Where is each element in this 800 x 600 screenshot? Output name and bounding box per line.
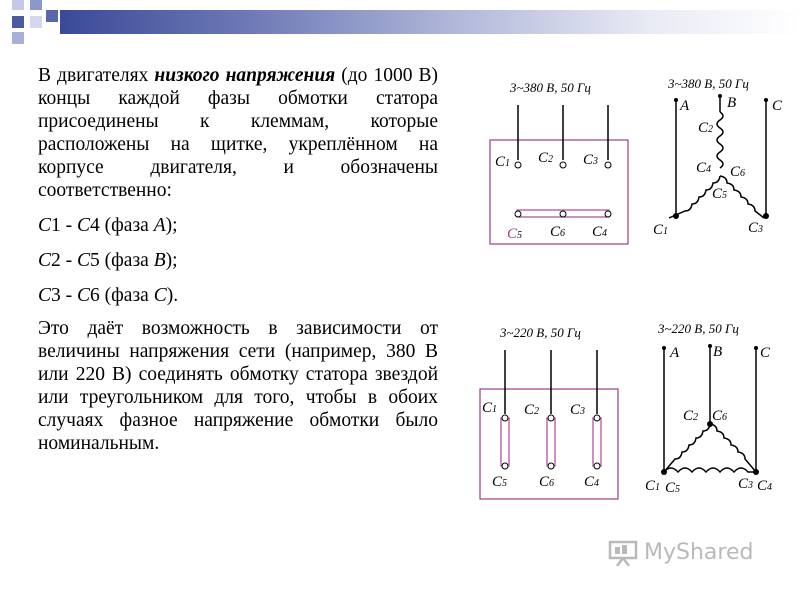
svg-text:A: A bbox=[670, 345, 680, 361]
svg-text:C: C bbox=[772, 98, 783, 114]
svg-text:C3: C3 bbox=[738, 476, 754, 492]
svg-text:C1: C1 bbox=[645, 478, 661, 494]
svg-text:C2: C2 bbox=[524, 402, 540, 418]
svg-text:C4: C4 bbox=[584, 474, 600, 490]
svg-text:C3: C3 bbox=[583, 152, 599, 168]
svg-text:C2: C2 bbox=[683, 408, 699, 424]
svg-text:B: B bbox=[727, 95, 737, 111]
svg-text:C4: C4 bbox=[696, 160, 712, 176]
svg-text:3~220 В, 50 Гц: 3~220 В, 50 Гц bbox=[658, 321, 739, 336]
delta-jumper-1 bbox=[501, 418, 509, 466]
intro-emphasis: низкого напряжения bbox=[154, 65, 336, 86]
svg-text:C2: C2 bbox=[698, 120, 714, 136]
terminal-c3 bbox=[605, 162, 611, 168]
intro-text: В двигателях bbox=[38, 65, 155, 86]
svg-text:C6: C6 bbox=[712, 408, 728, 424]
svg-text:C2: C2 bbox=[538, 150, 554, 166]
svg-text:C5: C5 bbox=[492, 474, 508, 490]
delta-jumper-2 bbox=[547, 418, 555, 466]
svg-text:C6: C6 bbox=[539, 474, 555, 490]
presentation-board-icon bbox=[608, 540, 638, 566]
svg-text:3~220 В, 50 Гц: 3~220 В, 50 Гц bbox=[500, 325, 581, 340]
svg-text:C5: C5 bbox=[665, 480, 681, 496]
terminal-box-star bbox=[490, 80, 628, 244]
svg-text:C6: C6 bbox=[730, 164, 746, 180]
pair-line-2: С2 - С5 (фаза В); bbox=[38, 250, 178, 271]
svg-text:C3: C3 bbox=[748, 220, 764, 236]
svg-text:C: C bbox=[760, 345, 771, 361]
svg-text:C1: C1 bbox=[482, 400, 498, 416]
svg-text:C1: C1 bbox=[653, 222, 669, 238]
supply-label-380-box: 3~380 В, 50 Гц bbox=[510, 80, 591, 95]
pair-line-3: С3 - С6 (фаза С). bbox=[38, 285, 179, 306]
svg-text:B: B bbox=[713, 344, 723, 360]
explanation-paragraph: Это даёт возможность в зависимости от величины напряжения сети (например, 380 В или 220 В) соединять обмотку статора звездой или треугольником для того, чтобы в обоих случаях фазное напряжение обмотки было номинальным. bbox=[38, 318, 438, 454]
terminal-c2 bbox=[560, 162, 566, 168]
star-schematic bbox=[653, 76, 783, 238]
watermark-text: MyShared bbox=[644, 540, 754, 565]
svg-text:A: A bbox=[680, 98, 690, 114]
intro-text-rest: (до 1000 В) концы каждой фазы обмотки статора присоединены к клеммам, которые расположены на щитке, укреплённом на корпусе двигателя, и обозначены соответственно: bbox=[38, 65, 438, 201]
svg-text:C4: C4 bbox=[757, 478, 773, 494]
svg-text:C5: C5 bbox=[712, 186, 728, 202]
svg-text:C5: C5 bbox=[507, 226, 523, 242]
terminal-box-delta bbox=[480, 325, 618, 499]
terminal-c1 bbox=[515, 162, 521, 168]
svg-text:C1: C1 bbox=[495, 154, 511, 170]
delta-schematic bbox=[645, 321, 772, 496]
pair-line-1: С1 - С4 (фаза А); bbox=[38, 215, 178, 236]
svg-text:C6: C6 bbox=[550, 224, 566, 240]
delta-jumper-3 bbox=[593, 418, 601, 466]
watermark bbox=[608, 540, 768, 568]
svg-text:3~380 В, 50 Гц: 3~380 В, 50 Гц bbox=[668, 76, 749, 91]
svg-text:C4: C4 bbox=[592, 224, 608, 240]
svg-text:C3: C3 bbox=[570, 402, 586, 418]
